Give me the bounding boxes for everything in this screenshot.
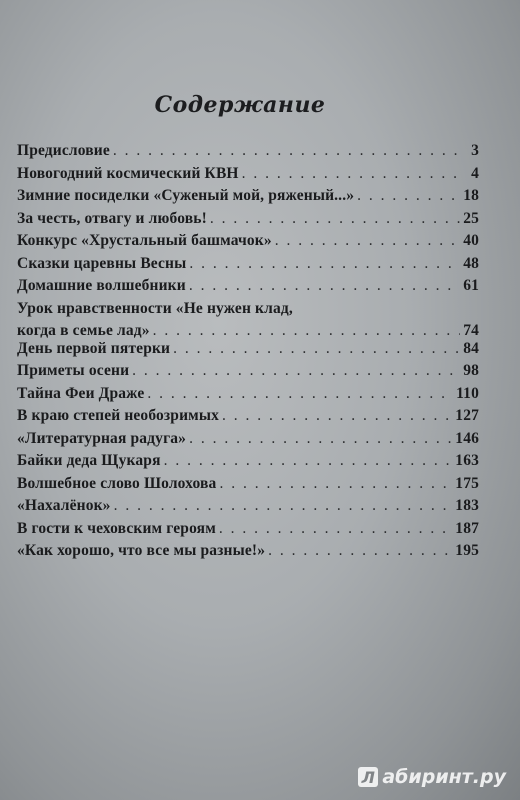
toc-entry-title-line2: когда в семье лад» — [17, 322, 150, 339]
toc-entry — [17, 405, 479, 428]
toc-entry-title: Приметы осени — [17, 362, 130, 379]
leader-dots — [222, 405, 452, 428]
leader-dots — [189, 275, 460, 298]
toc-entry — [17, 383, 479, 406]
toc-entry-title: Конкурс «Хрустальный башмачок» — [17, 232, 272, 249]
toc-entry-title: Домашние волшебники — [17, 277, 186, 294]
toc-entry-page: 127 — [455, 407, 479, 424]
toc-entry-page: 40 — [463, 232, 479, 249]
leader-dots — [113, 140, 462, 163]
toc-entry-preface — [17, 140, 479, 163]
toc-entry-page: 18 — [463, 187, 479, 204]
toc-entry-page: 146 — [455, 429, 479, 447]
leader-dots — [275, 230, 460, 253]
toc-entry — [17, 473, 479, 496]
toc-entry-page: 61 — [463, 277, 479, 294]
toc-entry-title: Волшебное слово Шолохова — [17, 474, 217, 492]
toc-entry — [17, 185, 479, 208]
toc-entry-title: В гости к чеховским героям — [17, 519, 216, 537]
toc-entry-title: «Нахалёнок» — [17, 497, 111, 514]
toc-entry — [17, 163, 479, 186]
toc-entry-title: День первой пятерки — [17, 339, 171, 357]
toc-entry-title-line1: Урок нравственности «Не нужен клад, — [17, 299, 293, 317]
toc-entry-title: «Литературная радуга» — [17, 429, 187, 447]
toc-entry-title: Сказки царевны Весны — [17, 254, 187, 272]
toc-entry — [17, 230, 479, 253]
leader-dots — [189, 253, 460, 276]
toc-entry — [17, 540, 479, 563]
toc-entry — [17, 253, 479, 276]
toc-entry-page: 74 — [463, 322, 479, 339]
leader-dots — [219, 518, 452, 541]
toc-entry — [17, 518, 479, 541]
toc-entry-title: Новогодний космический КВН — [17, 164, 239, 182]
toc-entry-title: Тайна Феи Драже — [17, 384, 145, 402]
toc-entry-title: Зимние посиделки «Суженый мой, ряженый...» — [17, 187, 355, 204]
toc-entry — [17, 338, 479, 361]
toc-entry-title: В краю степей необозримых — [17, 407, 220, 424]
leader-dots — [173, 338, 460, 361]
toc-entry — [17, 428, 479, 451]
leader-dots — [189, 428, 452, 451]
leader-dots — [242, 163, 462, 186]
leader-dots — [268, 540, 452, 563]
toc-entry — [17, 495, 479, 518]
leader-dots — [219, 473, 452, 496]
toc-entry-title: «Как хорошо, что все мы разные!» — [17, 542, 266, 559]
toc-entry-page: 163 — [455, 452, 479, 469]
toc-entry — [17, 208, 479, 231]
toc-entry-page: 195 — [455, 542, 479, 559]
leader-dots — [114, 495, 453, 518]
toc-entry-page: 48 — [463, 254, 479, 272]
toc-entry-two-line — [17, 298, 479, 338]
toc-entry-page: 4 — [471, 164, 479, 182]
leader-dots — [357, 185, 460, 208]
toc-entry-page: 98 — [463, 362, 479, 379]
toc-entry-page: 25 — [463, 209, 479, 227]
labirint-watermark-logo — [358, 766, 506, 788]
leader-dots — [164, 450, 453, 473]
toc-entry — [17, 450, 479, 473]
leader-dots — [132, 360, 460, 383]
toc-entry-page: 110 — [456, 384, 479, 402]
toc-entry-title: За честь, отвагу и любовь! — [17, 209, 207, 227]
toc-entry-page: 183 — [455, 497, 479, 514]
toc-entry-page: 3 — [471, 142, 479, 159]
toc-entry-page: 187 — [455, 519, 479, 537]
table-of-contents — [17, 140, 479, 563]
toc-entry-page: 84 — [463, 339, 479, 357]
leader-dots — [210, 208, 460, 231]
labirint-logo-mark: Л — [358, 767, 378, 787]
toc-entry — [17, 360, 479, 383]
leader-dots — [147, 383, 453, 406]
labirint-logo-text: абиринт.ру — [382, 766, 506, 788]
contents-heading: Содержание — [154, 92, 326, 118]
toc-entry-title: Предисловие — [17, 142, 110, 159]
toc-entry — [17, 275, 479, 298]
toc-entry-page: 175 — [455, 474, 479, 492]
toc-entry-title: Байки деда Щукаря — [17, 452, 161, 469]
